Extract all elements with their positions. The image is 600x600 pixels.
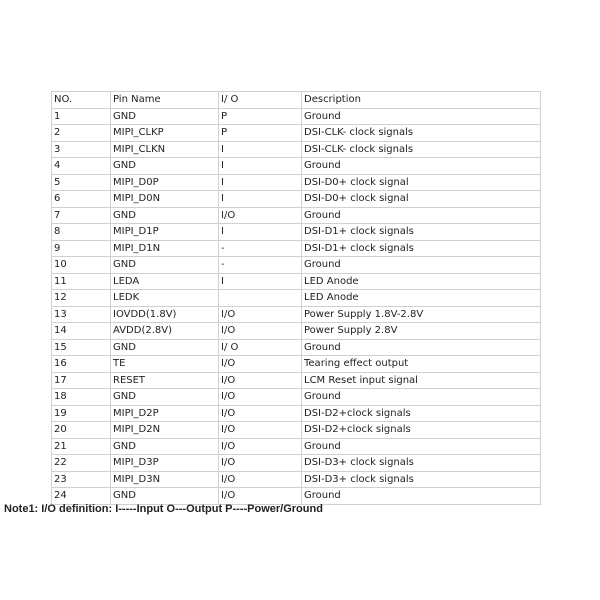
header-no: NO. xyxy=(52,92,111,109)
cell-pin-name: MIPI_CLKN xyxy=(111,141,219,158)
cell-description: DSI-D0+ clock signal xyxy=(302,174,541,191)
cell-description: LED Anode xyxy=(302,290,541,307)
table-row xyxy=(52,422,541,439)
cell-no: 9 xyxy=(52,240,111,257)
cell-description: Ground xyxy=(302,339,541,356)
cell-pin-name: GND xyxy=(111,339,219,356)
cell-pin-name: GND xyxy=(111,108,219,125)
cell-pin-name: TE xyxy=(111,356,219,373)
cell-io: I/O xyxy=(219,471,302,488)
cell-description: Ground xyxy=(302,158,541,175)
cell-description: Ground xyxy=(302,488,541,505)
table-row xyxy=(52,488,541,505)
cell-pin-name: MIPI_CLKP xyxy=(111,125,219,142)
cell-no: 1 xyxy=(52,108,111,125)
table-row xyxy=(52,240,541,257)
cell-no: 24 xyxy=(52,488,111,505)
table-row xyxy=(52,356,541,373)
table-row xyxy=(52,372,541,389)
table-row xyxy=(52,339,541,356)
cell-pin-name: AVDD(2.8V) xyxy=(111,323,219,340)
table-row xyxy=(52,438,541,455)
cell-pin-name: LEDK xyxy=(111,290,219,307)
table-row xyxy=(52,323,541,340)
cell-description: DSI-CLK- clock signals xyxy=(302,125,541,142)
cell-description: Ground xyxy=(302,108,541,125)
cell-no: 10 xyxy=(52,257,111,274)
table-row xyxy=(52,207,541,224)
cell-no: 5 xyxy=(52,174,111,191)
table-row xyxy=(52,158,541,175)
table-row xyxy=(52,290,541,307)
table-row xyxy=(52,257,541,274)
header-row xyxy=(52,92,541,109)
cell-description: DSI-CLK- clock signals xyxy=(302,141,541,158)
table-body xyxy=(52,108,541,504)
cell-no: 20 xyxy=(52,422,111,439)
table-row xyxy=(52,191,541,208)
cell-pin-name: GND xyxy=(111,488,219,505)
cell-pin-name: RESET xyxy=(111,372,219,389)
table-row xyxy=(52,405,541,422)
cell-io: I/O xyxy=(219,323,302,340)
table-row xyxy=(52,141,541,158)
cell-pin-name: GND xyxy=(111,158,219,175)
cell-io: I xyxy=(219,273,302,290)
cell-pin-name: GND xyxy=(111,389,219,406)
cell-io: I/O xyxy=(219,306,302,323)
cell-description: Ground xyxy=(302,257,541,274)
cell-no: 2 xyxy=(52,125,111,142)
table-row xyxy=(52,174,541,191)
cell-no: 6 xyxy=(52,191,111,208)
table-row xyxy=(52,471,541,488)
cell-pin-name: GND xyxy=(111,257,219,274)
cell-no: 16 xyxy=(52,356,111,373)
cell-pin-name: IOVDD(1.8V) xyxy=(111,306,219,323)
cell-pin-name: GND xyxy=(111,207,219,224)
cell-no: 15 xyxy=(52,339,111,356)
cell-pin-name: MIPI_D2P xyxy=(111,405,219,422)
header-io: I/ O xyxy=(219,92,302,109)
cell-pin-name: MIPI_D2N xyxy=(111,422,219,439)
cell-pin-name: MIPI_D0P xyxy=(111,174,219,191)
cell-description: LCM Reset input signal xyxy=(302,372,541,389)
cell-io: I/O xyxy=(219,488,302,505)
cell-pin-name: MIPI_D1P xyxy=(111,224,219,241)
cell-no: 17 xyxy=(52,372,111,389)
table-row xyxy=(52,108,541,125)
cell-no: 4 xyxy=(52,158,111,175)
cell-description: Tearing effect output xyxy=(302,356,541,373)
io-definition-note: Note1: I/O definition: I-----Input O---Output P----Power/Ground xyxy=(4,503,323,515)
table-row xyxy=(52,455,541,472)
cell-description: DSI-D1+ clock signals xyxy=(302,224,541,241)
cell-pin-name: MIPI_D0N xyxy=(111,191,219,208)
cell-no: 13 xyxy=(52,306,111,323)
cell-io: - xyxy=(219,257,302,274)
cell-io: - xyxy=(219,240,302,257)
pin-definition-table xyxy=(51,91,541,505)
cell-io: I xyxy=(219,158,302,175)
cell-no: 23 xyxy=(52,471,111,488)
cell-pin-name: MIPI_D3P xyxy=(111,455,219,472)
cell-description: DSI-D3+ clock signals xyxy=(302,471,541,488)
cell-no: 11 xyxy=(52,273,111,290)
cell-io: I/O xyxy=(219,455,302,472)
cell-description: DSI-D2+clock signals xyxy=(302,422,541,439)
cell-io: P xyxy=(219,108,302,125)
cell-no: 19 xyxy=(52,405,111,422)
cell-pin-name: LEDA xyxy=(111,273,219,290)
cell-no: 18 xyxy=(52,389,111,406)
cell-description: Power Supply 1.8V-2.8V xyxy=(302,306,541,323)
cell-io: P xyxy=(219,125,302,142)
cell-description: DSI-D1+ clock signals xyxy=(302,240,541,257)
table-row xyxy=(52,224,541,241)
cell-io: I/O xyxy=(219,422,302,439)
cell-io: I xyxy=(219,224,302,241)
cell-no: 22 xyxy=(52,455,111,472)
cell-description: DSI-D2+clock signals xyxy=(302,405,541,422)
cell-io: I/O xyxy=(219,372,302,389)
cell-io: I/O xyxy=(219,389,302,406)
cell-description: Ground xyxy=(302,389,541,406)
cell-pin-name: GND xyxy=(111,438,219,455)
cell-io: I/O xyxy=(219,438,302,455)
cell-pin-name: MIPI_D3N xyxy=(111,471,219,488)
cell-io: I xyxy=(219,141,302,158)
table-header xyxy=(52,92,541,109)
cell-description: Power Supply 2.8V xyxy=(302,323,541,340)
cell-io: I xyxy=(219,191,302,208)
cell-no: 14 xyxy=(52,323,111,340)
cell-description: Ground xyxy=(302,438,541,455)
table-row xyxy=(52,273,541,290)
table-row xyxy=(52,389,541,406)
cell-io: I/O xyxy=(219,405,302,422)
cell-pin-name: MIPI_D1N xyxy=(111,240,219,257)
cell-io: I/O xyxy=(219,207,302,224)
table-row xyxy=(52,306,541,323)
cell-description: LED Anode xyxy=(302,273,541,290)
cell-no: 12 xyxy=(52,290,111,307)
cell-no: 8 xyxy=(52,224,111,241)
table-row xyxy=(52,125,541,142)
cell-io: I xyxy=(219,174,302,191)
header-pin-name: Pin Name xyxy=(111,92,219,109)
cell-description: DSI-D3+ clock signals xyxy=(302,455,541,472)
cell-description: Ground xyxy=(302,207,541,224)
header-description: Description xyxy=(302,92,541,109)
cell-io xyxy=(219,290,302,307)
cell-no: 21 xyxy=(52,438,111,455)
cell-description: DSI-D0+ clock signal xyxy=(302,191,541,208)
cell-no: 7 xyxy=(52,207,111,224)
cell-no: 3 xyxy=(52,141,111,158)
cell-io: I/ O xyxy=(219,339,302,356)
cell-io: I/O xyxy=(219,356,302,373)
